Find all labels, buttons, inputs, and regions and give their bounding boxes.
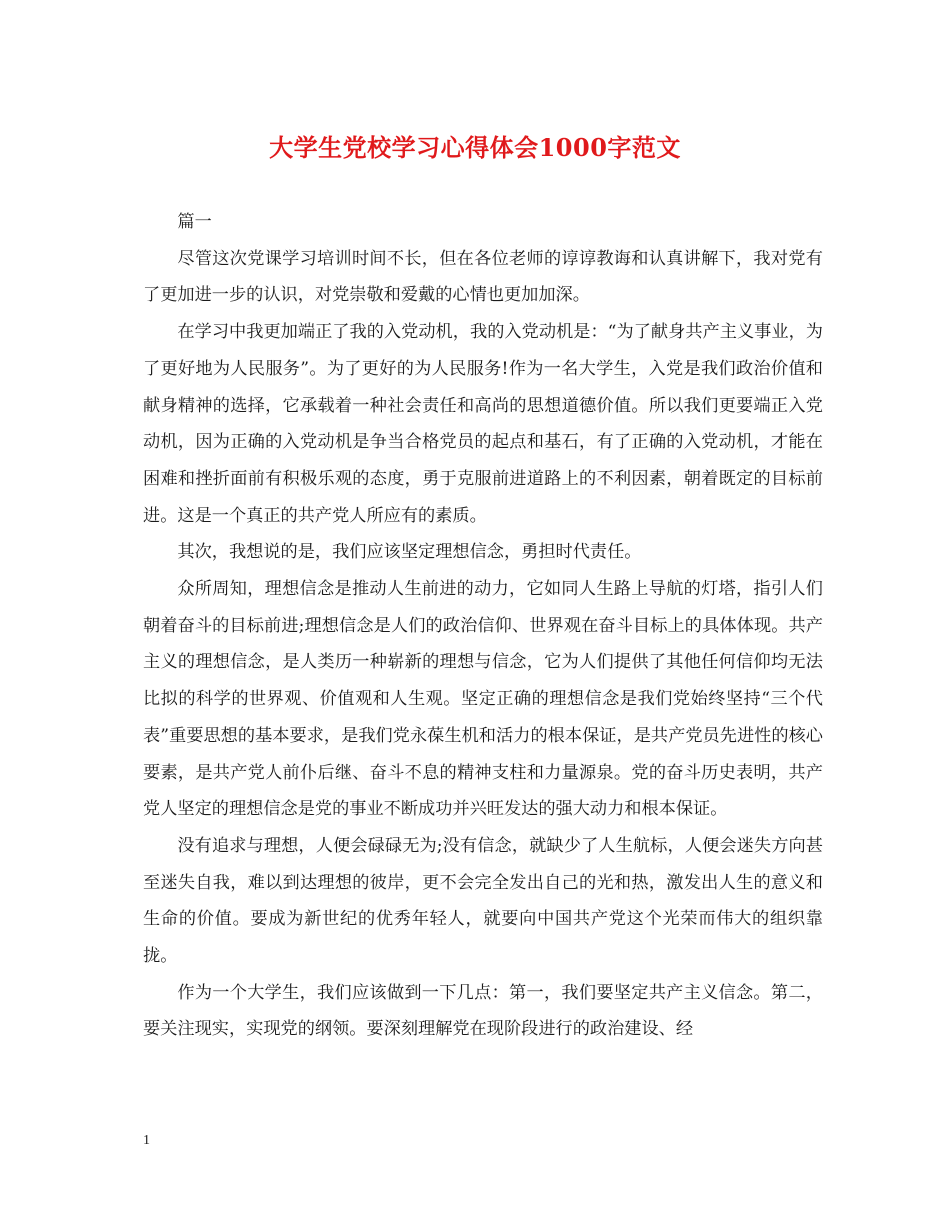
page-number: 1 [143,1133,150,1148]
body-paragraph-6: 作为一个大学生，我们应该做到一下几点：第一，我们要坚定共产主义信念。第二，要关注现实，实现党的纲领。要深刻理解党在现阶段进行的政治建设、经 [143,982,823,1040]
body-paragraph-3: 其次，我想说的是，我们应该坚定理想信念，勇担时代责任。 [177,542,642,563]
document-title: 大学生党校学习心得体会1000字范文 [269,133,681,162]
section-heading: 篇一 [177,212,212,232]
body-paragraph-4: 众所周知，理想信念是推动人生前进的动力，它如同人生路上导航的灯塔，指引人们朝着奋斗的目标前进;理想信念是人们的政治信仰、世界观在奋斗目标上的具体体现。共产主义的理想信念，是人类历一种崭新的理想与信念，它为人们提供了其他任何信仰均无法比拟的科学的世界观、价值观和人生观。坚定正确的理想信念是我们党始终坚持“三个代表”重要思想的基本要求，是我们党永葆生机和活力的根本保证，是共产党员先进性的核心要素，是共产党人前仆后继、奋斗不息的精神支柱和力量源泉。党的奋斗历史表明，共产党人坚定的理想信念是党的事业不断成功并兴旺发达的强大动力和根本保证。 [143,579,823,820]
body-paragraph-2: 在学习中我更加端正了我的入党动机，我的入党动机是：“为了献身共产主义事业，为了更好地为人民服务”。为了更好的为人民服务!作为一名大学生，入党是我们政治价值和献身精神的选择，它承载着一种社会责任和高尚的思想道德价值。所以我们更要端正入党动机，因为正确的入党动机是争当合格党员的起点和基石，有了正确的入党动机，才能在困难和挫折面前有积极乐观的态度，勇于克服前进道路上的不利因素，朝着既定的目标前进。这是一个真正的共产党人所应有的素质。 [143,322,823,526]
body-paragraph-5: 没有追求与理想，人便会碌碌无为;没有信念，就缺少了人生航标，人便会迷失方向甚至迷失自我，难以到达理想的彼岸，更不会完全发出自己的光和热，激发出人生的意义和生命的价值。要成为新世纪的优秀年轻人，就要向中国共产党这个光荣而伟大的组织靠拢。 [143,835,823,967]
document-body [143,204,823,1048]
body-paragraph-1: 尽管这次党课学习培训时间不长，但在各位老师的谆谆教诲和认真讲解下，我对党有了更加进一步的认识，对党崇敬和爱戴的心情也更加加深。 [143,248,823,306]
